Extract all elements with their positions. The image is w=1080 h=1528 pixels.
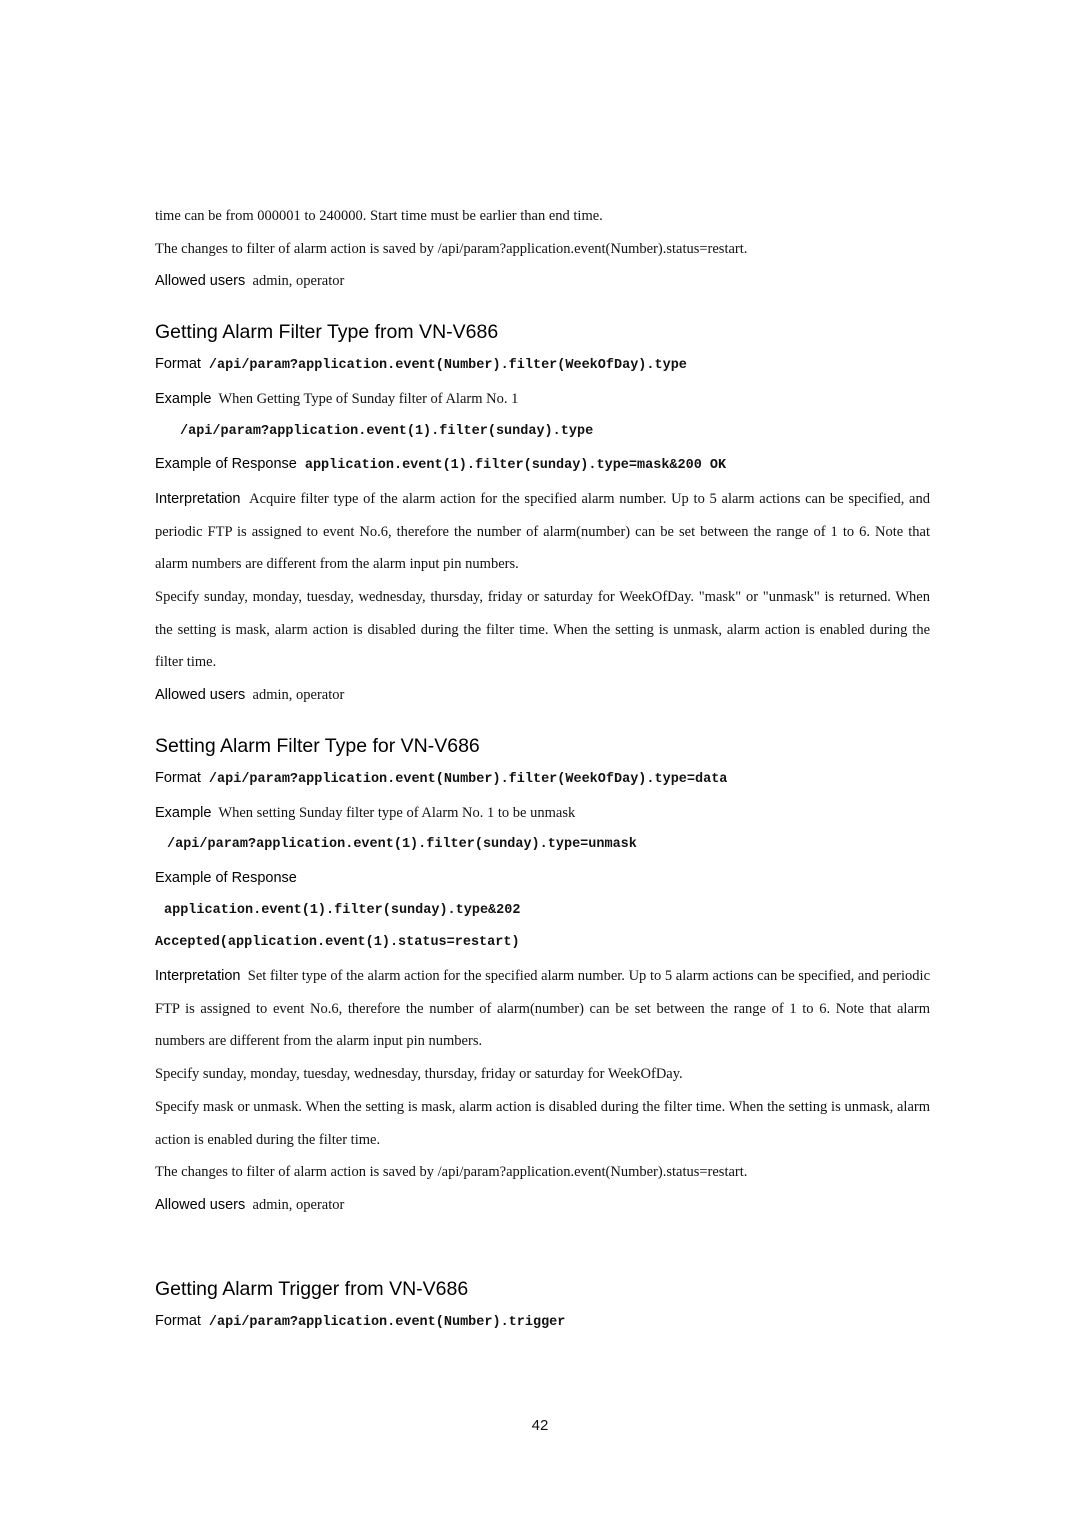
format-value: /api/param?application.event(Number).filter(WeekOfDay).type=data	[208, 771, 728, 787]
intro-line-1: time can be from 000001 to 240000. Start time must be earlier than end time.	[155, 208, 603, 224]
interpretation-text: Set filter type of the alarm action for the specified alarm number. Up to 5 alarm actions can be specified, and periodic FTP is assigned to event No.6, therefore the number of alarm(number) can be set between the range of 1 to 6. Note that alarm numbers are different from the alarm input pin numbers.	[155, 968, 930, 1050]
section2-example-code: /api/param?application.event(1).filter(sunday).type=unmask	[167, 837, 637, 853]
section2-interpretation	[155, 960, 930, 1058]
section1-example	[155, 383, 930, 416]
response-label: Example of Response	[155, 456, 297, 473]
intro-allowed-users	[155, 265, 930, 298]
response-code: application.event(1).filter(sunday).type=mask&200 OK	[304, 458, 727, 474]
section1-example-code: /api/param?application.event(1).filter(sunday).type	[180, 423, 594, 439]
format-label: Format	[155, 1312, 201, 1329]
section1-format	[155, 348, 930, 383]
section2-response-label: Example of Response	[155, 869, 297, 886]
section2-format	[155, 762, 930, 797]
section-title-set-filter-type: Setting Alarm Filter Type for VN-V686	[155, 734, 480, 757]
interpretation-text: Acquire filter type of the alarm action for the specified alarm number. Up to 5 alarm actions can be specified, and periodic FTP is assigned to event No.6, therefore the number of alarm(number) can be set between the range of 1 to 6. Note that alarm numbers are different from the alarm input pin numbers.	[155, 490, 930, 573]
section3-format	[155, 1305, 930, 1340]
format-label: Format	[155, 769, 201, 786]
allowed-users-label: Allowed users	[155, 273, 246, 290]
section-title-get-trigger: Getting Alarm Trigger from VN-V686	[155, 1277, 469, 1300]
section2-interpretation-4: The changes to filter of alarm action is saved by /api/param?application.event(Number).status=restart.	[155, 1164, 748, 1181]
section1-allowed-users	[155, 679, 930, 712]
allowed-users-value: admin, operator	[252, 273, 345, 290]
section2-response-code-1: application.event(1).filter(sunday).type&202	[164, 902, 521, 918]
format-value: /api/param?application.event(Number).trigger	[208, 1314, 566, 1330]
intro-line-2: The changes to filter of alarm action is saved by /api/param?application.event(Number).status=restart.	[155, 240, 748, 257]
example-label: Example	[155, 804, 212, 821]
example-label: Example	[155, 390, 212, 407]
page-number: 42	[531, 1417, 549, 1434]
allowed-users-value: admin, operator	[252, 687, 345, 704]
section2-interpretation-3: Specify mask or unmask. When the setting is mask, alarm action is disabled during the filter time. When the setting is unmask, alarm action is enabled during the filter time.	[155, 1098, 930, 1148]
section2-interpretation-2: Specify sunday, monday, tuesday, wednesday, thursday, friday or saturday for WeekOfDay.	[155, 1066, 683, 1083]
example-text: When setting Sunday filter type of Alarm No. 1 to be unmask	[218, 804, 576, 821]
document-page	[155, 200, 930, 1339]
section-title-get-filter-type: Getting Alarm Filter Type from VN-V686	[155, 321, 499, 344]
allowed-users-value: admin, operator	[252, 1196, 345, 1213]
allowed-users-label: Allowed users	[155, 687, 246, 704]
section2-allowed-users	[155, 1189, 930, 1222]
allowed-users-label: Allowed users	[155, 1196, 246, 1213]
interpretation-label: Interpretation	[155, 490, 241, 507]
interpretation-label: Interpretation	[155, 968, 241, 985]
section2-example	[155, 797, 930, 830]
section1-interpretation	[155, 483, 930, 581]
format-value: /api/param?application.event(Number).filter(WeekOfDay).type	[208, 358, 687, 374]
section1-interpretation-2: Specify sunday, monday, tuesday, wednesday, thursday, friday or saturday for WeekOfDay. "mask" or "unmask" is returned. When the setting is mask, alarm action is disabled during the filter time. When the setting is unmask, alarm action is enabled during the filter time.	[155, 589, 930, 671]
example-text: When Getting Type of Sunday filter of Alarm No. 1	[218, 390, 519, 407]
format-label: Format	[155, 356, 201, 373]
section1-response	[155, 448, 930, 483]
section2-response-code-2: Accepted(application.event(1).status=restart)	[155, 935, 520, 951]
